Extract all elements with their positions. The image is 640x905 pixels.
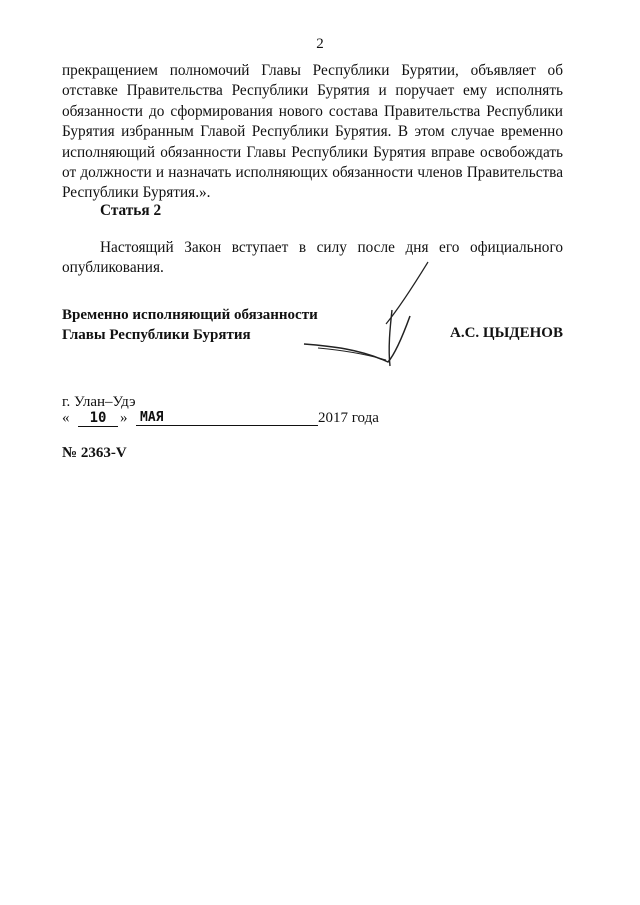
signatory-title bbox=[62, 305, 318, 345]
page-number: 2 bbox=[316, 36, 324, 52]
date-year: 2017 года bbox=[318, 410, 379, 426]
date-month: МАЯ bbox=[136, 410, 318, 426]
date-open-quote: « bbox=[62, 410, 70, 426]
signatory-title-line-1: Временно исполняющий обязанности bbox=[62, 307, 318, 323]
body-paragraph-continuation: прекращением полномочий Главы Республики Бурятии, объявляет об отставке Правительства Республики Бурятия и поручает ему исполнять обязанности до сформирования нового состава Правительства Республики Бурятия избранным Главой Республики Бурятия. В этом случае временно исполняющий обязанности Главы Республики Бурятия вправе освобождать от должности и назначать исполняющих обязанности членов Правительства Республики Бурятия.». bbox=[62, 62, 563, 202]
handwritten-signature bbox=[300, 258, 440, 373]
body-paragraph-article-2: Настоящий Закон вступает в силу после дня его официального опубликования. bbox=[62, 239, 563, 277]
article-heading: Статья 2 bbox=[100, 202, 162, 219]
date-day: 10 bbox=[78, 410, 118, 427]
date-close-quote: » bbox=[120, 410, 128, 426]
signing-place: г. Улан–Удэ bbox=[62, 394, 136, 410]
signatory-title-line-2: Главы Республики Бурятия bbox=[62, 327, 251, 343]
signatory-name: А.С. ЦЫДЕНОВ bbox=[450, 325, 563, 341]
law-number: № 2363-V bbox=[62, 445, 127, 461]
